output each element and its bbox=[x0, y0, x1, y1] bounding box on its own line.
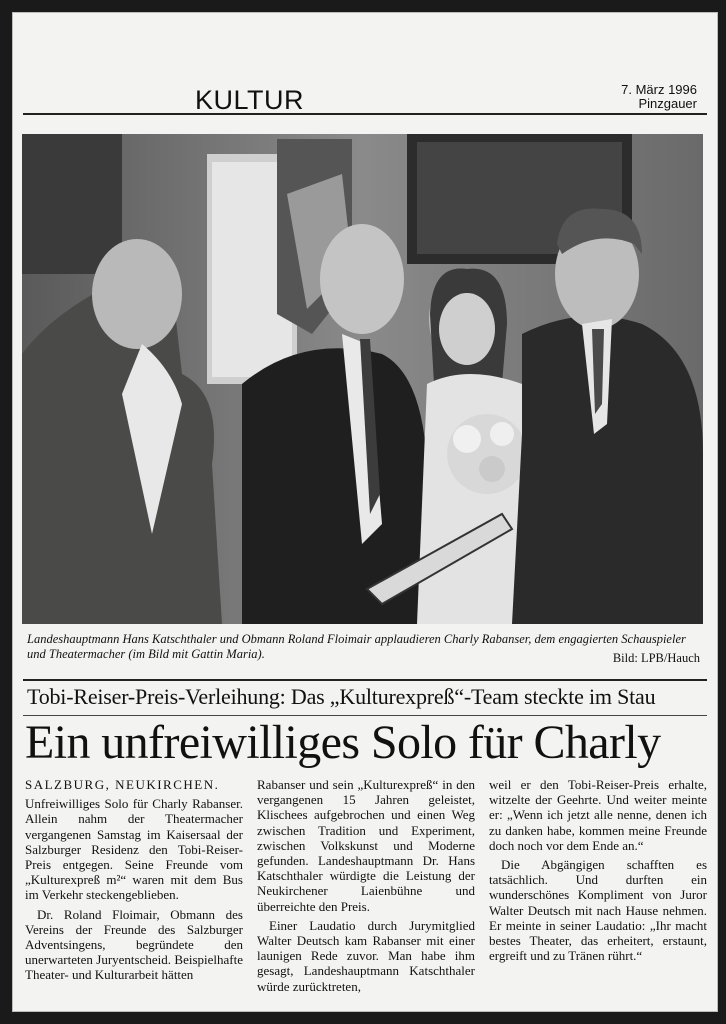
photo-illustration bbox=[22, 134, 703, 624]
photo-credit: Bild: LPB/Hauch bbox=[612, 651, 700, 665]
article-paragraph: Unfreiwilliges Solo für Charly Rabanser. Allein nahm der Theatermacher vergangenen Samstag im Kaisersaal der Salzburger Residenz den Tobi-Reiser-Preis entgegen. Seine Freunde vom „Kulturexpreß m²“ waren mit dem Bus im Verkehr steckengeblieben. bbox=[25, 796, 243, 903]
photo-caption: Landeshauptmann Hans Katschthaler und Obmann Roland Floimair applaudieren Charly Rabanser, dem engagierten Schauspieler und Theatermacher (im Bild mit Gattin Maria). bbox=[27, 632, 686, 661]
article-column-1 bbox=[25, 777, 243, 987]
header-rule bbox=[23, 113, 707, 115]
newspaper-clipping bbox=[13, 13, 717, 1011]
date-block bbox=[621, 83, 697, 111]
article-paragraph: Rabanser und sein „Kulturexpreß“ in den vergangenen 15 Jahren geleistet, Klischees aufgebrochen und einen Weg zwischen Tradition und Experiment, zwischen Volkskunst und Moderne gefunden. Landeshauptmann Dr. Hans Katschthaler würdigte die Leistung der Neukirchener Laienbühne und überreichte den Preis. bbox=[257, 777, 475, 914]
article-headline: Ein unfreiwilliges Solo für Charly bbox=[25, 716, 661, 769]
issue-date: 7. März 1996 bbox=[621, 82, 697, 97]
article-paragraph: Einer Laudatio durch Jurymitglied Walter Deutsch kam Rabanser mit einer launigen Rede zuvor. Man habe ihm gesagt, Landeshauptmann Katschthaler würde zurücktreten, bbox=[257, 917, 475, 994]
article-paragraph: Dr. Roland Floimair, Obmann des Vereins der Freunde des Salzburger Adventsingens, begründete den unerwarteten Juryentscheid. Beispielhafte Theater- und Kulturarbeit hätten bbox=[25, 906, 243, 983]
article-dateline: SALZBURG, NEUKIRCHEN. bbox=[25, 777, 220, 792]
article-column-3 bbox=[489, 777, 707, 967]
caption-rule bbox=[23, 679, 707, 681]
article-kicker: Tobi-Reiser-Preis-Verleihung: Das „Kulturexpreß“-Team steckte im Stau bbox=[27, 684, 656, 709]
news-photo bbox=[22, 134, 703, 624]
newspaper-name: Pinzgauer bbox=[638, 96, 697, 111]
section-title: KULTUR bbox=[195, 85, 305, 115]
article-paragraph: Die Abgängigen schafften es tatsächlich. Und durften ein wunderschönes Kompliment von Juror Walter Deutsch mit nach Hause nehmen. Er meinte in seiner Laudatio: „Ihr macht bestes Theater, das erheitert, erstaunt, ergreift und zu Tränen rührt.“ bbox=[489, 857, 707, 964]
article-column-2 bbox=[257, 777, 475, 998]
article-paragraph: weil er den Tobi-Reiser-Preis erhalte, witzelte der Geehrte. Und weiter meinte er: „Wenn ich jetzt alle nenne, denen ich zu danken habe, kommen meine Freunde doch noch vor dem Ende an.“ bbox=[489, 777, 707, 853]
